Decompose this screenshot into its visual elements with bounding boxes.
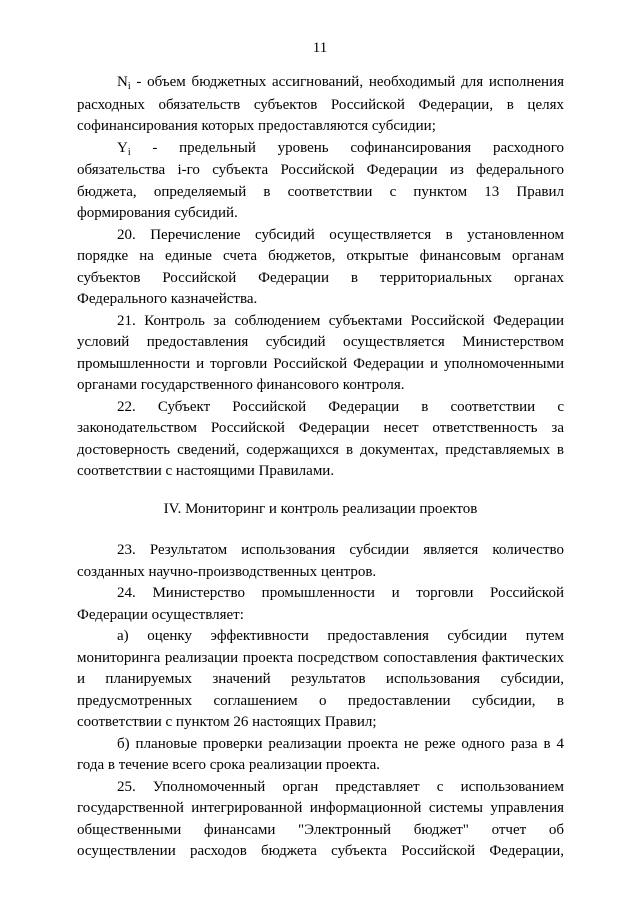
paragraph-22: 22. Субъект Российской Федерации в соответствии с законодательством Российской Федерации несет ответственность за достоверность сведений, содержащихся в документах, представляемых в соответствии с настоящими Правилами. bbox=[77, 398, 564, 479]
definition-y-text: - предельный уровень софинансирования расходного обязательства i-го субъекта Российской Федерации из федерального бюджета, определяемый в соответствии с пунктом 13 Правил формирования субсидий. bbox=[77, 139, 564, 221]
paragraph-25: 25. Уполномоченный орган представляет с использованием государственной интегрированной информационной системы управления общественными финансами "Электронный бюджет" отчет об осуществлении расходов бюджета субъекта Российской Федерации, bbox=[77, 778, 564, 859]
paragraph-21: 21. Контроль за соблюдением субъектами Российской Федерации условий предоставления субсидий осуществляется Министерством промышленности и торговли Российской Федерации и уполномоченными органами государственного финансового контроля. bbox=[77, 312, 564, 393]
page-number: 11 bbox=[312, 40, 328, 56]
definition-n bbox=[77, 72, 564, 138]
definition-n-text: - объем бюджетных ассигнований, необходимый для исполнения расходных обязательств субъектов Российской Федерации, в целях софинансирования которых предоставляются субсидии; bbox=[77, 74, 564, 134]
document-body bbox=[77, 72, 564, 863]
paragraph-24-a: а) оценку эффективности предоставления субсидии путем мониторинга реализации проекта посредством сопоставления фактических и планируемых значений результатов использования субсидии, предусмотренных соглашением о предоставлении субсидии, в соответствии с пунктом 26 настоящих Правил; bbox=[77, 628, 564, 730]
symbol-n: N bbox=[117, 74, 128, 90]
subscript-i: i bbox=[127, 81, 131, 92]
section-heading: IV. Мониторинг и контроль реализации проектов bbox=[163, 500, 478, 517]
subscript-i: i bbox=[127, 146, 131, 158]
paragraph-24: 24. Министерство промышленности и торговли Российской Федерации осуществляет: bbox=[77, 585, 564, 623]
paragraph-23: 23. Результатом использования субсидии является количество созданных научно-производственных центров. bbox=[77, 542, 564, 580]
paragraph-24-b: б) плановые проверки реализации проекта не реже одного раза в 4 года в течение всего срока реализации проекта. bbox=[77, 735, 564, 773]
paragraph-20: 20. Перечисление субсидий осуществляется в установленном порядке на единые счета бюджетов, открытые финансовым органам субъектов Российской Федерации в территориальных органах Федерального казначейства. bbox=[77, 226, 564, 307]
symbol-y: Y bbox=[117, 139, 128, 156]
definition-y bbox=[77, 138, 564, 225]
